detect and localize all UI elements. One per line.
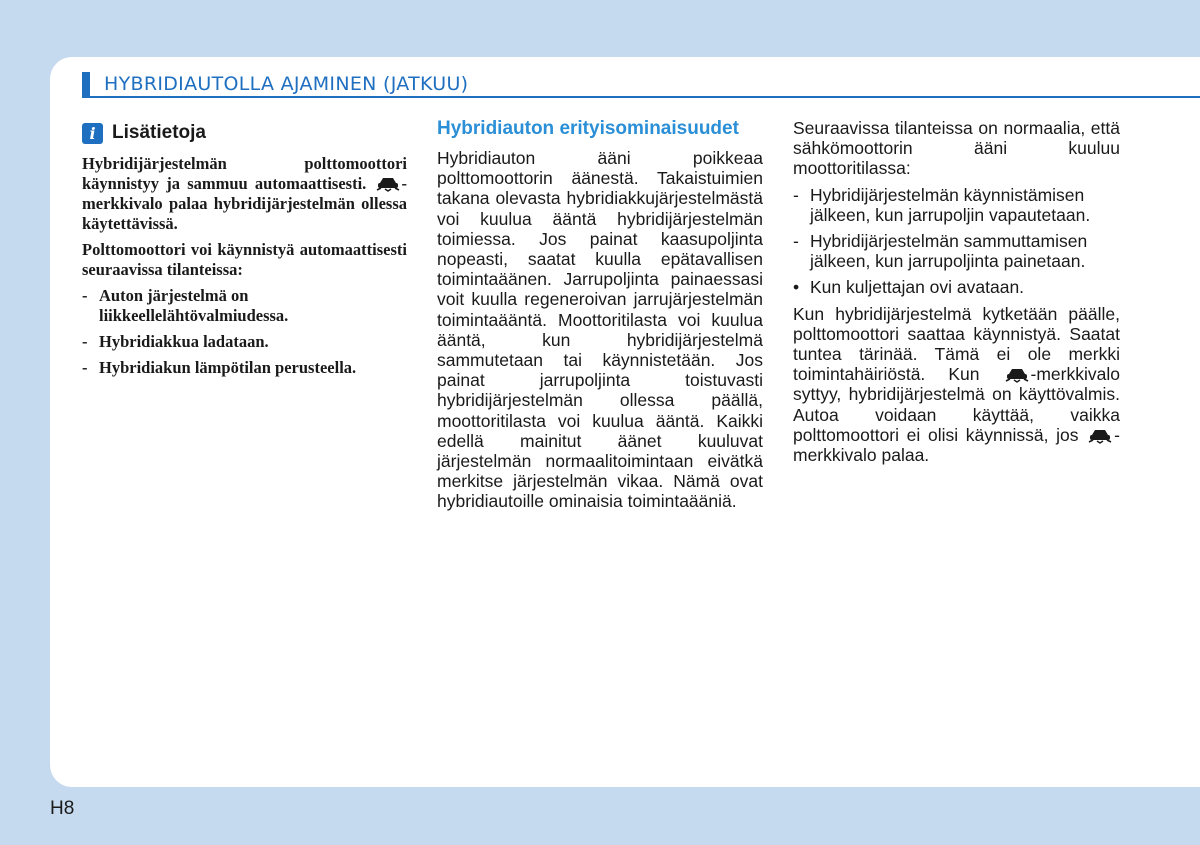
ready-car-icon [376, 176, 400, 192]
list-item: - Hybridijärjestelmän käynnistämisen jälkeen, kun jarrupoljin vapautetaan. [793, 184, 1091, 225]
info-paragraph-1: Hybridijärjestelmän polttomoottori käynnistyy ja sammuu automaattisesti. -merkkivalo palaa hybridijärjestelmän ollessa käytettävissä. [82, 154, 407, 233]
info-header [82, 120, 407, 146]
list-item: - Auton järjestelmä on liikkeellelähtövalmiudessa. [82, 286, 289, 325]
page-number: H8 [50, 798, 75, 819]
list-item: - Hybridiakkua ladataan. [82, 332, 269, 351]
list-item: - Hybridijärjestelmän sammuttamisen jälkeen, kun jarrupoljinta painetaan. [793, 231, 1088, 272]
ready-car-icon [1088, 428, 1112, 444]
list-item: - Hybridiakun lämpötilan perusteella. [82, 358, 357, 377]
body-paragraph: Hybridiauton ääni poikkeaa polttomoottorin äänestä. Takaistuimien takana olevasta hybridiakkujärjestelmästä voi kuulua ääntä hybridijärjestelmän toimiessa. Jos painat kaasupoljinta nopeasti, saatat kuulla epätavallisen toimintaäänen. Jarrupoljinta painaessasi voit kuulla regeneroivan jarrujärjestelmän toimintaääntä. Moottoritilasta voi kuulua ääntä, kun hybridijärjestelmä sammutetaan tai käynnistetään. Jos painat jarrupoljinta toistuvasti hybridijärjestelmän ollessa päällä, moottoritilasta voi kuulua ääntä. Kaikki edellä mainitut äänet kuuluvat järjestelmän normaalitoimintaan eivätkä merkitse järjestelmän vikaa. Nämä ovat hybridiautoille ominaisia toimintaääniä. [437, 148, 763, 512]
section-marker [82, 72, 90, 96]
section-title: HYBRIDIAUTOLLA AJAMINEN (JATKUU) [104, 73, 469, 95]
list-item: • Kun kuljettajan ovi avataan. [793, 277, 1025, 298]
info-title: Lisätietoja [112, 122, 206, 143]
middle-column [437, 118, 763, 518]
subheading: Hybridiauton erityisominaisuudet [437, 118, 739, 139]
right-column [793, 118, 1120, 471]
intro-paragraph: Seuraavissa tilanteissa on normaalia, että sähkömoottorin ääni kuuluu moottoritilassa: [793, 118, 1120, 179]
info-column [82, 120, 407, 384]
info-icon: i [82, 123, 103, 144]
info-paragraph-2: Polttomoottori voi käynnistyä automaattisesti seuraavissa tilanteissa: [82, 240, 407, 279]
section-rule [82, 96, 1200, 98]
closing-paragraph: Kun hybridijärjestelmä kytketään päälle, polttomoottori saattaa käynnistyä. Saatat tuntea tärinää. Tämä ei ole merkki toimintahäiriöstä. Kun -merkkivalo syttyy, hybridijärjestelmä on käyttövalmis. Autoa voidaan käyttää, vaikka polttomoottori ei olisi käynnissä, jos -merkkivalo palaa. [793, 303, 1120, 466]
ready-car-icon [1005, 367, 1029, 383]
